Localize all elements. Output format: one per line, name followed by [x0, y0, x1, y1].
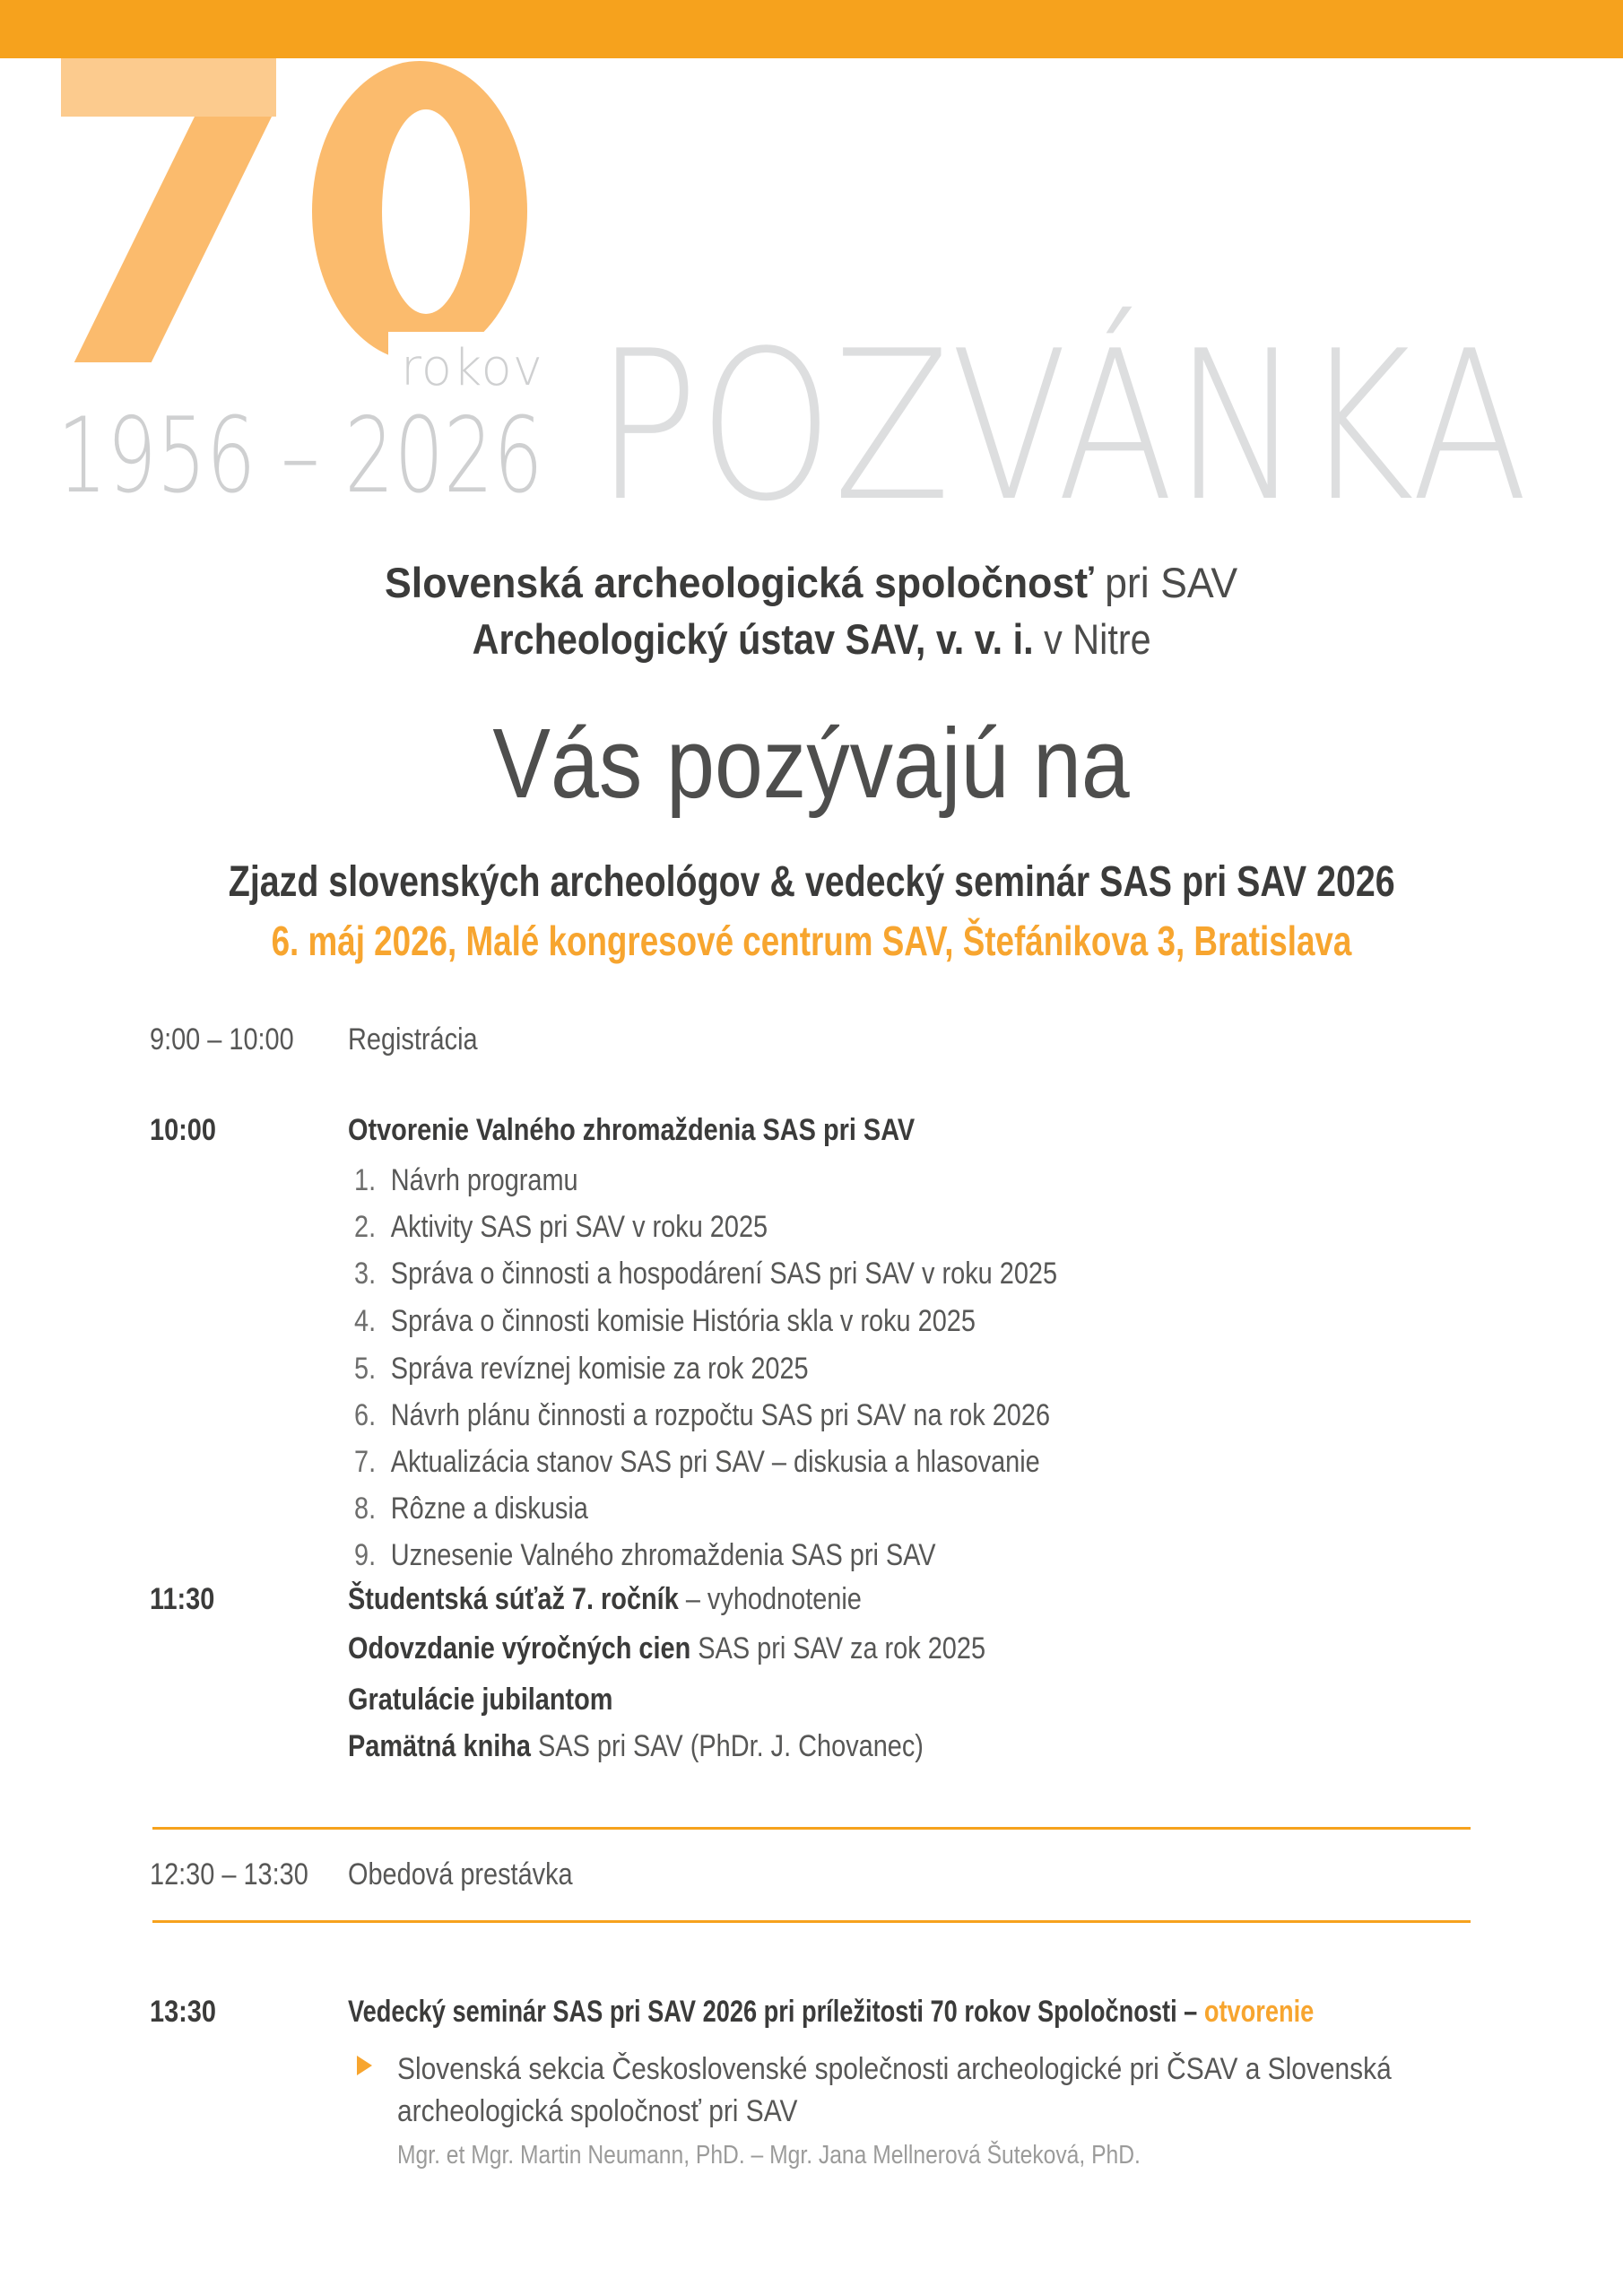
seminar-title: Vedecký seminár SAS pri SAV 2026 pri príležitosti 70 rokov Spoločnosti – [348, 1995, 1198, 2029]
row-congratulations [348, 1684, 612, 1715]
bullet-triangle-icon [357, 2056, 372, 2075]
agenda-item-number: 4. [354, 1304, 377, 1338]
organizer-line-1 [0, 561, 1623, 604]
agenda-item [354, 1447, 1040, 1477]
time-lunch: 12:30 – 13:30 [150, 1857, 308, 1892]
row-memorial-book [348, 1731, 924, 1761]
organizer-2-name: Archeologický ústav SAV, v. v. i. [472, 615, 1034, 663]
agenda-item-number: 7. [354, 1445, 377, 1479]
row-lunch: Obedová prestávka [348, 1857, 573, 1892]
top-accent-bar [0, 0, 1623, 58]
row-first-talk [397, 2048, 1392, 2133]
agenda-item-text: Správa revíznej komisie za rok 2025 [390, 1352, 809, 1386]
agenda-item [354, 1258, 1057, 1289]
agenda-item-text: Uznesenie Valného zhromaždenia SAS pri SAV [390, 1538, 936, 1572]
first-talk-line-1: Slovenská sekcia Československé společnosti archeologické pri ČSAV a Slovenská [397, 2052, 1392, 2086]
memorial-book-note: SAS pri SAV (PhDr. J. Chovanec) [530, 1729, 924, 1763]
annual-prizes-note: SAS pri SAV za rok 2025 [690, 1631, 986, 1665]
time-opening: 10:00 [150, 1113, 216, 1147]
agenda-item-text: Aktualizácia stanov SAS pri SAV – diskusia a hlasovanie [390, 1445, 1040, 1479]
first-talk-authors: Mgr. et Mgr. Martin Neumann, PhD. – Mgr. Jana Mellnerová Šuteková, PhD. [397, 2141, 1141, 2170]
event-date-location: 6. máj 2026, Malé kongresové centrum SAV, Štefánikova 3, Bratislava [271, 918, 1352, 964]
student-award-note: – vyhodnotenie [678, 1582, 862, 1616]
agenda-item-number: 5. [354, 1352, 377, 1386]
row-annual-prizes [348, 1633, 985, 1664]
first-talk-line-2: archeologická spoločnosť pri SAV [397, 2094, 798, 2128]
pozvanka-watermark: POZVÁNKA [595, 308, 1529, 547]
agenda-item-text: Návrh programu [390, 1163, 578, 1197]
seminar-opening-label: otvorenie [1197, 1995, 1315, 2029]
agenda-item-text: Aktivity SAS pri SAV v roku 2025 [390, 1210, 768, 1244]
row-opening-title: Otvorenie Valného zhromaždenia SAS pri SAV [348, 1113, 916, 1147]
agenda-item [354, 1353, 809, 1384]
row-student-award [348, 1584, 862, 1614]
badge-0 [312, 61, 527, 361]
row-seminar [348, 1996, 1314, 2027]
organizer-2-suffix: v Nitre [1033, 615, 1151, 663]
agenda-item-text: Správa o činnosti komisie História skla v roku 2025 [390, 1304, 976, 1338]
organizer-1-name: Slovenská archeologická spoločnosť [385, 559, 1095, 606]
badge-0-counter [382, 109, 470, 314]
badge-7-diagonal [74, 117, 272, 362]
agenda-item [354, 1165, 578, 1196]
time-registration: 9:00 – 10:00 [150, 1022, 294, 1057]
agenda-item-number: 1. [354, 1163, 377, 1197]
agenda-item [354, 1306, 976, 1336]
divider-rule-bottom [152, 1920, 1471, 1923]
agenda-item [354, 1212, 768, 1242]
agenda-item-number: 2. [354, 1210, 377, 1244]
agenda-item [354, 1540, 936, 1570]
memorial-book-title: Pamätná kniha [348, 1729, 531, 1763]
agenda-item-text: Návrh plánu činnosti a rozpočtu SAS pri SAV na rok 2026 [390, 1398, 1051, 1432]
divider-rule-top [152, 1827, 1471, 1830]
badge-7-top-stroke [61, 58, 276, 117]
organizer-line-2 [0, 615, 1623, 663]
organizer-1-suffix: pri SAV [1094, 559, 1238, 606]
congratulations-title: Gratulácie jubilantom [348, 1683, 613, 1717]
agenda-item-text: Správa o činnosti a hospodárení SAS pri SAV v roku 2025 [390, 1257, 1058, 1291]
rokov-label: rokov [401, 339, 543, 397]
row-registration: Registrácia [348, 1022, 478, 1057]
time-student-award: 11:30 [150, 1582, 215, 1616]
agenda-item [354, 1493, 588, 1524]
event-title: Zjazd slovenských archeológov & vedecký seminár SAS pri SAV 2026 [228, 858, 1395, 906]
student-award-title: Študentská súťaž 7. ročník [348, 1582, 679, 1616]
agenda-item-text: Rôzne a diskusia [390, 1492, 588, 1526]
annual-prizes-title: Odovzdanie výročných cien [348, 1631, 691, 1665]
period-label: 1956 – 2026 [57, 396, 543, 517]
agenda-item-number: 6. [354, 1398, 377, 1432]
agenda-item [354, 1400, 1050, 1431]
time-seminar: 13:30 [150, 1995, 216, 2029]
agenda-item-number: 8. [354, 1492, 377, 1526]
agenda-item-number: 3. [354, 1257, 377, 1291]
invite-headline: Vás pozývajú na [492, 709, 1131, 819]
agenda-item-number: 9. [354, 1538, 377, 1572]
